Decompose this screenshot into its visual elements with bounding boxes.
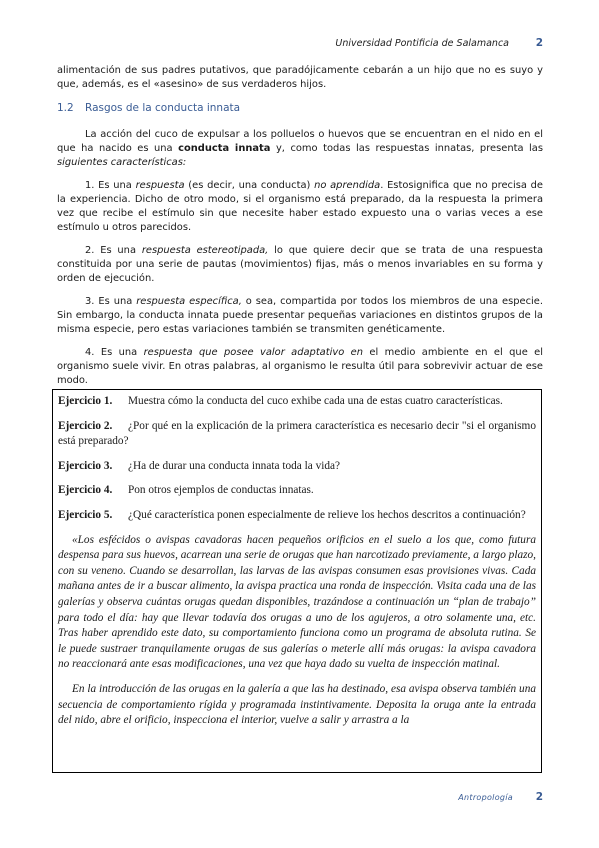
char-1-b: (es decir, una conducta) — [184, 180, 315, 191]
char-2-a: 2. Es una — [85, 245, 142, 256]
lead-italic: siguientes características: — [57, 157, 187, 168]
lead-paragraph — [57, 128, 543, 170]
char-1-c: . Estosignifica que no precisa de la experiencia. Dicho de otro modo, si el organismo está preparado, da la respuesta la primera vez que recibe el estímulo sin que necesite haber estado expuesto una o varias veces a ese estímulo u otros parecidos. — [57, 180, 543, 233]
char-2-b: lo que quiere decir que se trata de una respuesta constituida por una serie de pautas (movimientos) fijas, más o menos invariables en su forma y orden de ejecución. — [57, 245, 544, 284]
lead-text-2: y, como todas las respuestas innatas, presenta las — [270, 143, 543, 154]
intro-paragraph: alimentación de sus padres putativos, que paradójicamente cebarán a un hijo que no es suyo y que, además, es el «asesino» de sus verdaderos hijos. — [57, 65, 543, 90]
char-4-i1: respuesta que posee valor adaptativo en — [143, 347, 363, 358]
header-title: Universidad Pontificia de Salamanca — [335, 38, 509, 49]
exercise-3-label: Ejercicio 3. — [58, 459, 113, 472]
char-1-i2: no aprendida — [314, 180, 381, 191]
lead-text-1: La acción del cuco de expulsar a los polluelos o huevos que se encuentran en el nido en el que ha nacido es una — [57, 129, 543, 154]
char-1-a: 1. Es una — [85, 180, 136, 191]
exercise-3 — [58, 459, 536, 475]
char-2-i1: respuesta estereotipada, — [141, 245, 269, 256]
main-text — [57, 64, 543, 388]
exercise-2-label: Ejercicio 2. — [58, 419, 113, 432]
section-title: Rasgos de la conducta innata — [85, 102, 241, 114]
footer-title: Antropología — [458, 793, 513, 802]
exercise-box — [52, 389, 542, 773]
header-page-number: 2 — [535, 37, 543, 49]
footer-page-number: 2 — [535, 791, 543, 803]
quote-paragraph-1: «Los esfécidos o avispas cavadoras hacen pequeños orificios en el suelo a los que, como futura despensa para sus huevos, acarrean una serie de orugas que han narcotizado previamente, a largo plazo, con su veneno. Cuando se desarrollan, las larvas de las avispas consumen esas provisiones vivas. Cada mañana antes de ir a buscar alimento, la avispa practica una ronda de inspección. Visita cada una de las galerías y observa cuántas orugas quedan disponibles, trazándose a continuación un “plan de trabajo” para todo el día: hay que llevar todavía dos orugas a uno de los agujeros, a otro solamente una, etc. Tras haber aprendido este dato, su comportamiento funciona como un programa de absoluta rutina. Se le puede sustraer tranquilamente orugas de sus galerías o meterle allí más orugas: la avispa cavadora no reaccionará ante esas modificaciones, una vez que haya dado su vuelta de inspección matinal. — [58, 533, 536, 671]
characteristic-1 — [57, 179, 543, 235]
exercise-5 — [58, 508, 536, 524]
section-number: 1.2 — [57, 102, 74, 114]
char-3-a: 3. Es una — [85, 296, 137, 307]
exercise-4 — [58, 483, 536, 499]
page-header — [57, 38, 543, 54]
exercise-4-text: Pon otros ejemplos de conductas innatas. — [128, 484, 314, 497]
characteristic-3 — [57, 295, 543, 337]
exercise-1-label: Ejercicio 1. — [58, 395, 113, 407]
exercise-2-text: ¿Por qué en la explicación de la primera característica es necesario decir "si el organismo está preparado? — [58, 419, 536, 448]
exercise-3-text: ¿Ha de durar una conducta innata toda la vida? — [128, 459, 341, 472]
quote-paragraph-2: En la introducción de las orugas en la galería a que las ha destinado, esa avispa observa también una secuencia de comportamiento rígida y programada instintivamente. Deposita la oruga ante la entrada del nido, abre el orificio, inspecciona el interior, vuelve a salir y arrastra a la — [58, 682, 536, 727]
section-heading — [57, 102, 543, 114]
lead-bold: conducta innata — [178, 143, 271, 154]
char-3-i1: respuesta específica, — [136, 296, 242, 307]
characteristic-2 — [57, 244, 543, 286]
exercise-5-text: ¿Qué característica ponen especialmente de relieve los hechos descritos a continuación? — [128, 508, 526, 521]
char-3-b: o sea, compartida por todos los miembros de una especie. Sin embargo, la conducta innata puede presentar pequeñas variaciones en distintos grupos de la misma especie, pero estas variaciones también se transmiten genéticamente. — [57, 296, 544, 335]
char-1-i1: respuesta — [135, 180, 185, 191]
characteristic-4 — [57, 346, 543, 388]
page-footer — [57, 792, 543, 808]
exercise-4-label: Ejercicio 4. — [58, 484, 113, 497]
char-4-b: el medio ambiente en el que el organismo suele vivir. En otras palabras, al organismo le resulta útil para sobrevivir actuar de ese modo. — [57, 347, 543, 386]
exercise-1 — [58, 394, 536, 410]
exercise-1-text: Muestra cómo la conducta del cuco exhibe cada una de estas cuatro características. — [128, 395, 503, 407]
char-4-a: 4. Es una — [85, 347, 144, 358]
exercise-2 — [58, 419, 536, 450]
exercise-5-label: Ejercicio 5. — [58, 508, 113, 521]
